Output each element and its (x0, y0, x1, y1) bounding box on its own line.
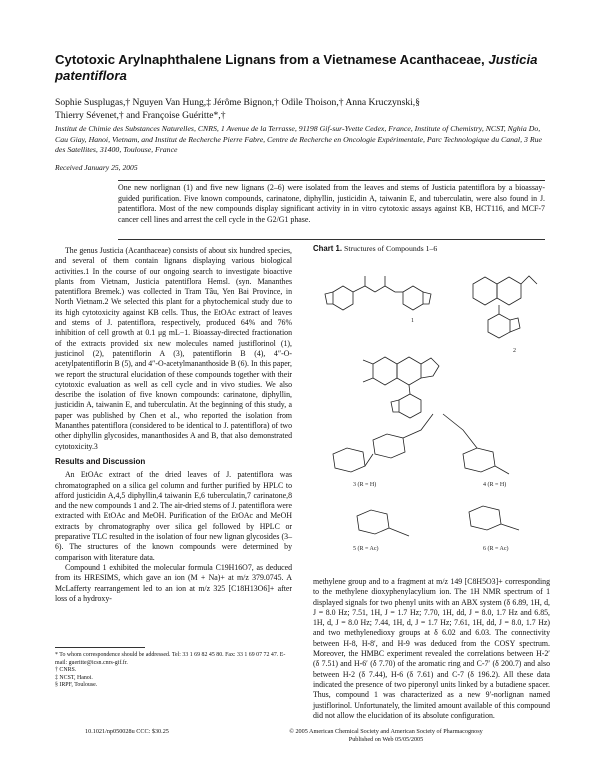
footnote-ncst: ‡ NCST, Hanoi. (55, 674, 93, 681)
footnotes (55, 652, 292, 690)
abstract: One new norlignan (1) and five new lignans (2–6) were isolated from the leaves and stems of Justicia patentiflora by a bioassay-guided purification. Five known compounds, carinatone, diphyllin, justicidin A, taiwanin E, and tuberculatin, were also found in J. patentiflora. Most of the new compounds display significant activity in in vitro cytotoxic assays against KB, HCT116, and MCF-7 cancer cell lines and arrest the cell cycle in the G2/G1 phase. (118, 183, 545, 224)
abstract-top-rule (118, 180, 545, 181)
structure-label-1: 1 (411, 318, 414, 324)
author-list (55, 96, 550, 122)
left-column (55, 246, 292, 604)
received-date: Received January 25, 2005 (55, 163, 138, 172)
structure-label-3: 3 (R = H) (353, 482, 377, 488)
structure-1 (325, 276, 431, 310)
results-heading: Results and Discussion (55, 456, 146, 466)
affiliation: Institut de Chimie des Substances Naturelles, CNRS, 1 Avenue de la Terrasse, 91198 Gif-sur-Yvette Cedex, France, Institute of Chemistry, NCST, Nghia Do, Cau Giay, Hanoi, Vietnam, and Institut de Recherche Pierre Fabre, Centre de Recherche en Oncologie Expérimentale, Parc Technologique du Canal, 3 Rue des Satellites, 31400, Toulouse, France (55, 124, 542, 154)
structure-core (363, 357, 439, 418)
structure-label-2: 2 (513, 348, 516, 354)
doi: 10.1021/np050028u CCC: $30.25 (85, 728, 169, 735)
copyright: © 2005 American Chemical Society and American Society of Pharmacognosy (289, 728, 483, 735)
publication-date: Published on Web 05/05/2005 (348, 736, 424, 743)
article-title: Cytotoxic Arylnaphthalene Lignans from a Vietnamese Acanthaceae, Justicia patentiflora (55, 52, 538, 83)
structure-3-5 (333, 414, 433, 472)
results-paragraph-continued: methylene group and to a fragment at m/z 149 [C8H5O3]+ corresponding to the methylene dioxyphenylacylium ion. The 1H NMR spectrum of 1 displayed signals for two phenyl units with an ABX system (δ 6.89, 1H, d, J = 8.0 Hz; 7.51, 1H, J = 1.7 Hz; 7.70, 1H, dd, J = 8.0, 1.7 Hz and 6.85, 1H, d, J = 8.0 Hz; 7.44, 1H, d, J = 1.7 Hz; 7.61, 1H, dd, J = 8.0, 1.7 Hz) and two methylenedioxy groups at δ 6.02 and 6.03. The connectivity between H-8, H-8′, and H-9 was deduced from the COSY spectrum. Moreover, the HMBC experiment revealed the correlations between H-2′ (δ 7.51) and H-6′ (δ 7.70) of the aromatic ring and C-7′ (δ 200.7) and also between H-2 (δ 7.44), H-6 (δ 7.61) and C-7 (δ 196.2). All these data indicated the presence of two piperonyl units linked by a butadiene spacer. Thus, compound 1 was characterized as a new 9′-norlignan named justiflorinol. Unfortunately, the limited amount available of this compound did not allow the elucidation of its absolute configuration. (313, 577, 550, 720)
authors-line-1: Sophie Susplugas,† Nguyen Van Hung,‡ Jérôme Bignon,† Odile Thoison,† Anna Kruczynski,§ (55, 97, 420, 108)
results-paragraph-1: An EtOAc extract of the dried leaves of J. patentiflora was chromatographed on a silica gel column and further purified by HPLC to afford justicidin A,4,5 diphyllin,4 taiwanin E,6 tuberculatin,7 carinatone,8 and the new compounds 1 and 2. The air-dried stems of J. patentiflora were extracted with EtOAc and MeOH. Purification of the EtOAc and MeOH extracts by chromatography over silica gel followed by HPLC or preparative TLC resulted in the isolation of four new lignan glycosides (3–6). The structures of the known compounds were determined by comparison with literature data. (55, 470, 292, 562)
abstract-bottom-rule (118, 239, 545, 240)
results-paragraph-2: Compound 1 exhibited the molecular formula C19H16O7, as deduced from its HRESIMS, which gave an ion (M + Na)+ at m/z 379.0745. A McLafferty rearrangement led to an ion at m/z 325 [C18H13O6]+ after loss of a hydroxy- (55, 562, 292, 603)
footnote-rule (55, 647, 145, 648)
chart-caption: Chart 1. Structures of Compounds 1–6 (313, 244, 438, 253)
footnote-irpf: § IRPF, Toulouse. (55, 682, 98, 689)
structure-sugar-bottom (357, 506, 519, 536)
structure-4-6 (443, 414, 509, 474)
authors-line-2: Thierry Sévenet,† and Françoise Guéritte*,† (55, 110, 226, 121)
footnote-correspondence: * To whom correspondence should be addressed. Tel: 33 1 69 82 45 80. Fax: 33 1 69 07 72 47. E-mail: gueritte@icsn.cnrs-gif.fr. (55, 652, 286, 666)
structure-label-6: 6 (R = Ac) (483, 546, 509, 552)
compound-structures-figure (313, 254, 550, 574)
right-column-text (313, 577, 550, 721)
structure-label-4: 4 (R = H) (483, 482, 507, 488)
structure-2 (473, 276, 537, 338)
intro-paragraph: The genus Justicia (Acanthaceae) consists of about six hundred species, and several of them contain lignans displaying various biological activities.1 In the course of our ongoing search to investigate bioactive plants from Vietnam, Justicia patentiflora Hemsl. (syn. Mananthes patentiflora Bremek.) was collected in Tram Tâu, Yen Bai Province, in North Vietnam.2 We selected this plant for a phytochemical study due to its high cytotoxicity against KB cells. Thus, the EtOAc extract of leaves and stems of J. patentiflora, respectively, produced 64% and 76% inhibition of cell growth at 0.1 μg mL−1. Bioassay-directed fractionation of the extracts provided six new molecules named justiflorinol (1), justicinol (2), patentiflorin A (3), patentiflorin B (4), 4″-O-acetylpatentiflorin B (5), and 4″-O-acetylmananthoside B (6). In this paper, we report the structural elucidation of these compounds together with their cytotoxic evaluation as well as cell cycle and in vivo studies. We also describe the isolation of five known compounds: carinatone, diphyllin, justicidin A, taiwanin E, and tuberculatin. At the beginning of this study, a paper was published by Chen et al., who reported the isolation from Mananthes patentiflora (considered to be identical to J. patentiflora) of two other diphyllin glycosides, mananthosides A and B, that also demonstrated cytotoxicity.3 (55, 246, 292, 451)
structure-label-5: 5 (R = Ac) (353, 546, 379, 552)
footnote-cnrs: † CNRS. (55, 667, 77, 674)
